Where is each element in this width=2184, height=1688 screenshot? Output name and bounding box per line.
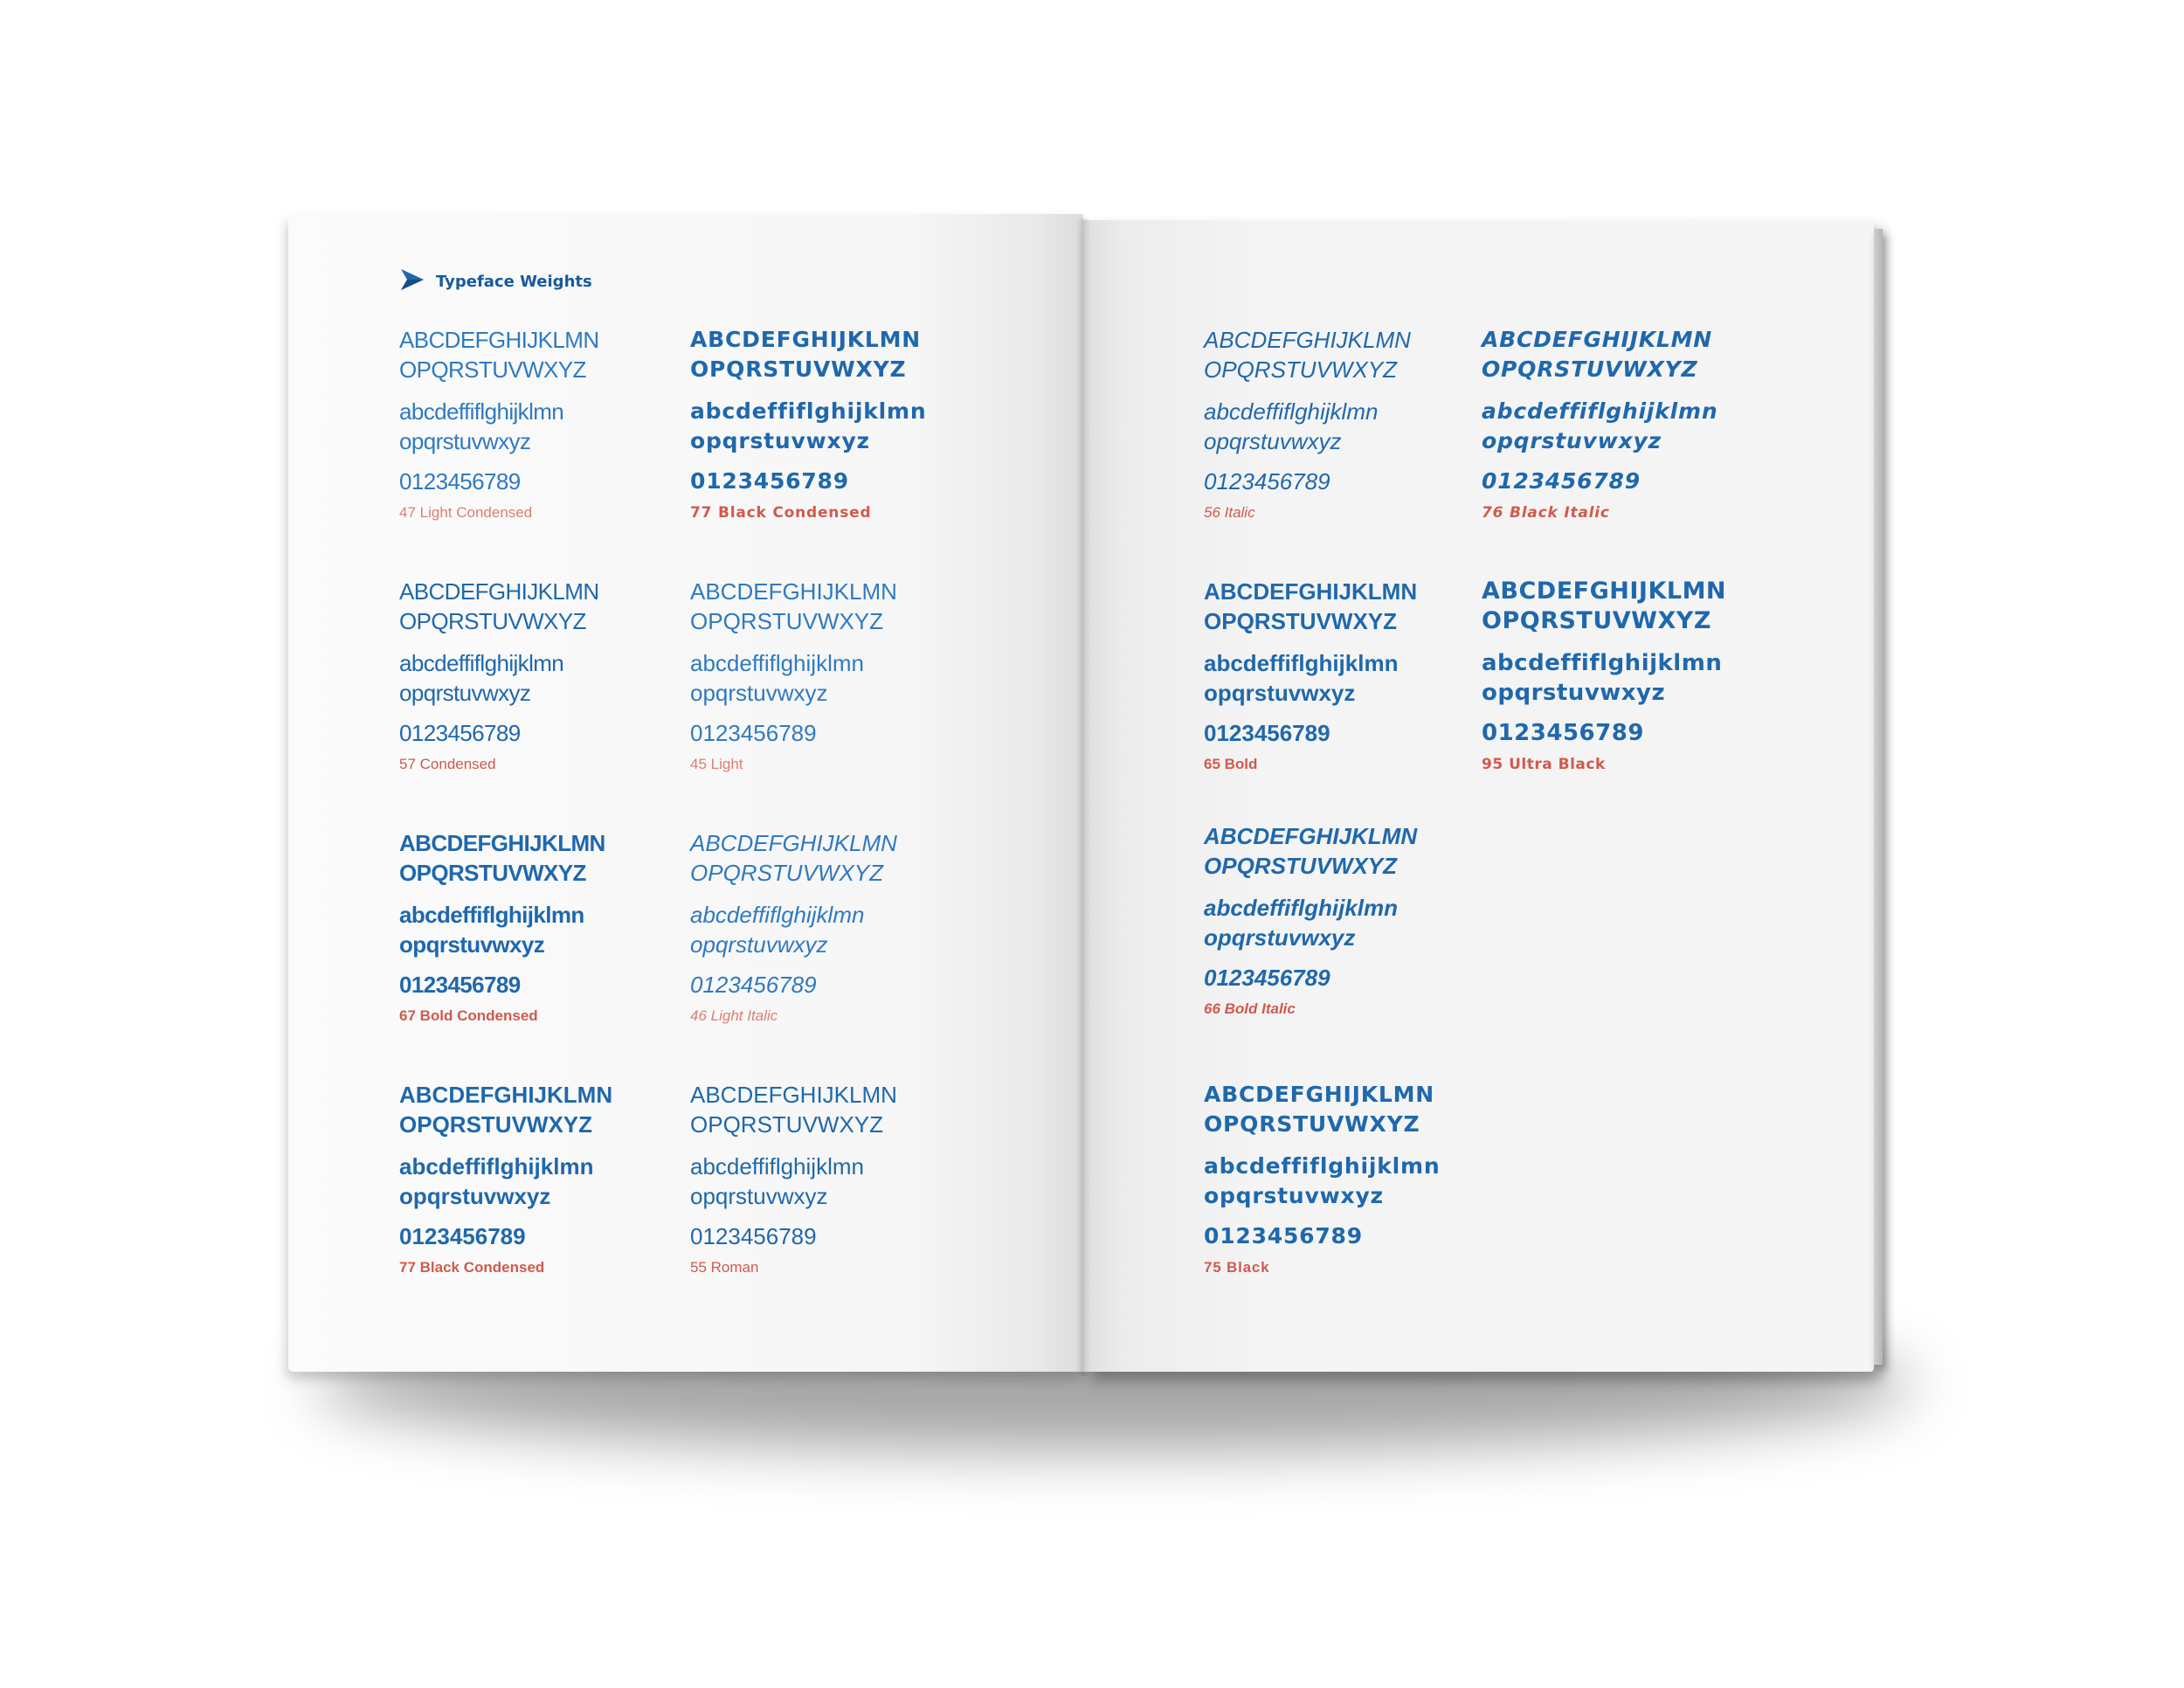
- uppercase-line-2: OPQRSTUVWXYZ: [399, 608, 586, 634]
- digits-line: 0123456789: [399, 972, 521, 998]
- lowercase-line-2: opqrstuvwxyz: [1204, 1183, 1384, 1208]
- uppercase-line-1: ABCDEFGHIJKLMN: [690, 830, 897, 856]
- page-title: Typeface Weights: [436, 273, 592, 291]
- lowercase-line-2: opqrstuvwxyz: [1482, 428, 1662, 453]
- lowercase-line-2: opqrstuvwxyz: [1204, 680, 1356, 706]
- digits-line: 0123456789: [690, 972, 817, 998]
- lowercase-line-1: abcdeffiflghijklmn: [1482, 650, 1723, 676]
- specimen-77-black-condensed: [690, 325, 926, 522]
- page-stack-edge: [1874, 229, 1883, 1365]
- lowercase-line-1: abcdeffiflghijklmn: [690, 1153, 864, 1180]
- digits-line: 0123456789: [1482, 720, 1644, 746]
- uppercase-line-1: ABCDEFGHIJKLMN: [1482, 327, 1713, 352]
- uppercase-line-2: OPQRSTUVWXYZ: [1482, 356, 1698, 382]
- specimen-47-light-condensed: [399, 325, 599, 522]
- specimen-57-condensed: [399, 577, 599, 774]
- uppercase-line-1: ABCDEFGHIJKLMN: [399, 327, 599, 353]
- uppercase-line-1: ABCDEFGHIJKLMN: [690, 1082, 897, 1108]
- uppercase-line-2: OPQRSTUVWXYZ: [399, 356, 586, 383]
- digits-line: 0123456789: [690, 1223, 817, 1249]
- digits-line: 0123456789: [1204, 965, 1330, 991]
- lowercase-line-2: opqrstuvwxyz: [1482, 680, 1666, 706]
- lowercase-line-2: opqrstuvwxyz: [399, 680, 531, 706]
- weight-label: 66 Bold Italic: [1204, 1000, 1296, 1017]
- lowercase-line-1: abcdeffiflghijklmn: [1482, 398, 1718, 424]
- uppercase-line-1: ABCDEFGHIJKLMN: [690, 327, 922, 352]
- digits-line: 0123456789: [1204, 468, 1330, 495]
- uppercase-line-2: OPQRSTUVWXYZ: [1204, 1111, 1420, 1137]
- specimen-56-italic: [1204, 325, 1411, 522]
- weight-label: 56 Italic: [1204, 504, 1255, 521]
- digits-line: 0123456789: [1482, 468, 1641, 494]
- weight-label: 65 Bold: [1204, 756, 1258, 772]
- uppercase-line-2: OPQRSTUVWXYZ: [690, 608, 884, 634]
- right-page: [1083, 220, 1874, 1372]
- lowercase-line-2: opqrstuvwxyz: [399, 428, 531, 454]
- lowercase-line-1: abcdeffiflghijklmn: [1204, 650, 1399, 676]
- lowercase-line-2: opqrstuvwxyz: [399, 931, 545, 958]
- uppercase-line-2: OPQRSTUVWXYZ: [399, 860, 586, 886]
- specimen-95-ultra-black: [1482, 577, 1726, 774]
- specimen-55-roman: [690, 1080, 897, 1277]
- specimen-45-light: [690, 577, 897, 774]
- weight-label: 77 Black Condensed: [690, 504, 872, 522]
- specimen-75-black: [1204, 1080, 1440, 1277]
- weight-label: 45 Light: [690, 756, 743, 772]
- uppercase-line-1: ABCDEFGHIJKLMN: [399, 1082, 613, 1108]
- specimen-77-black-condensed-2: [399, 1080, 612, 1277]
- section-header: [399, 266, 592, 297]
- digits-line: 0123456789: [1204, 1223, 1363, 1249]
- uppercase-line-1: ABCDEFGHIJKLMN: [399, 578, 599, 605]
- lowercase-line-1: abcdeffiflghijklmn: [399, 1153, 594, 1180]
- lowercase-line-1: abcdeffiflghijklmn: [690, 902, 865, 928]
- specimen-67-bold-condensed: [399, 828, 605, 1026]
- lowercase-line-2: opqrstuvwxyz: [690, 1183, 828, 1209]
- digits-line: 0123456789: [399, 1223, 526, 1249]
- lowercase-line-2: opqrstuvwxyz: [690, 428, 870, 453]
- lowercase-line-2: opqrstuvwxyz: [399, 1183, 551, 1209]
- weight-label: 55 Roman: [690, 1259, 759, 1276]
- digits-line: 0123456789: [690, 720, 817, 746]
- uppercase-line-1: ABCDEFGHIJKLMN: [1204, 327, 1411, 353]
- weight-label: 57 Condensed: [399, 756, 496, 772]
- lowercase-line-1: abcdeffiflghijklmn: [1204, 1153, 1441, 1179]
- uppercase-line-2: OPQRSTUVWXYZ: [1204, 608, 1398, 634]
- weight-label: 46 Light Italic: [690, 1007, 778, 1024]
- lowercase-line-2: opqrstuvwxyz: [690, 680, 828, 706]
- uppercase-line-2: OPQRSTUVWXYZ: [690, 1111, 884, 1138]
- uppercase-line-2: OPQRSTUVWXYZ: [690, 356, 907, 382]
- uppercase-line-1: ABCDEFGHIJKLMN: [399, 830, 605, 856]
- uppercase-line-1: ABCDEFGHIJKLMN: [1204, 1082, 1435, 1107]
- digits-line: 0123456789: [399, 468, 521, 495]
- digits-line: 0123456789: [690, 468, 849, 494]
- weight-label: 95 Ultra Black: [1482, 756, 1606, 773]
- uppercase-line-1: ABCDEFGHIJKLMN: [1482, 578, 1727, 605]
- uppercase-line-2: OPQRSTUVWXYZ: [1482, 607, 1711, 634]
- uppercase-line-1: ABCDEFGHIJKLMN: [690, 578, 897, 605]
- lowercase-line-1: abcdeffiflghijklmn: [399, 650, 564, 676]
- specimen-76-black-italic: [1482, 325, 1717, 522]
- lowercase-line-1: abcdeffiflghijklmn: [399, 902, 584, 928]
- weight-label: 47 Light Condensed: [399, 504, 533, 521]
- uppercase-line-2: OPQRSTUVWXYZ: [399, 1111, 593, 1138]
- lowercase-line-2: opqrstuvwxyz: [1204, 428, 1342, 454]
- lowercase-line-1: abcdeffiflghijklmn: [399, 398, 564, 425]
- uppercase-line-2: OPQRSTUVWXYZ: [1204, 356, 1398, 383]
- specimen-46-light-italic: [690, 828, 897, 1026]
- lowercase-line-2: opqrstuvwxyz: [1204, 924, 1356, 951]
- digits-line: 0123456789: [399, 720, 521, 746]
- weight-label: 76 Black Italic: [1482, 504, 1610, 522]
- lowercase-line-1: abcdeffiflghijklmn: [690, 650, 864, 676]
- lowercase-line-2: opqrstuvwxyz: [690, 931, 828, 958]
- uppercase-line-2: OPQRSTUVWXYZ: [690, 860, 884, 886]
- arrow-cursor-icon: [399, 266, 425, 297]
- lowercase-line-1: abcdeffiflghijklmn: [1204, 398, 1379, 425]
- digits-line: 0123456789: [1204, 720, 1330, 746]
- weight-label: 67 Bold Condensed: [399, 1007, 538, 1024]
- spine-gutter: [1076, 218, 1090, 1376]
- uppercase-line-1: ABCDEFGHIJKLMN: [1204, 823, 1418, 849]
- specimen-66-bold-italic: [1204, 821, 1417, 1019]
- lowercase-line-1: abcdeffiflghijklmn: [1204, 895, 1398, 921]
- uppercase-line-1: ABCDEFGHIJKLMN: [1204, 578, 1418, 605]
- weight-label: 77 Black Condensed: [399, 1259, 545, 1276]
- specimen-65-bold: [1204, 577, 1417, 774]
- uppercase-line-2: OPQRSTUVWXYZ: [1204, 853, 1398, 879]
- weight-label: 75 Black: [1204, 1259, 1270, 1276]
- lowercase-line-1: abcdeffiflghijklmn: [690, 398, 927, 424]
